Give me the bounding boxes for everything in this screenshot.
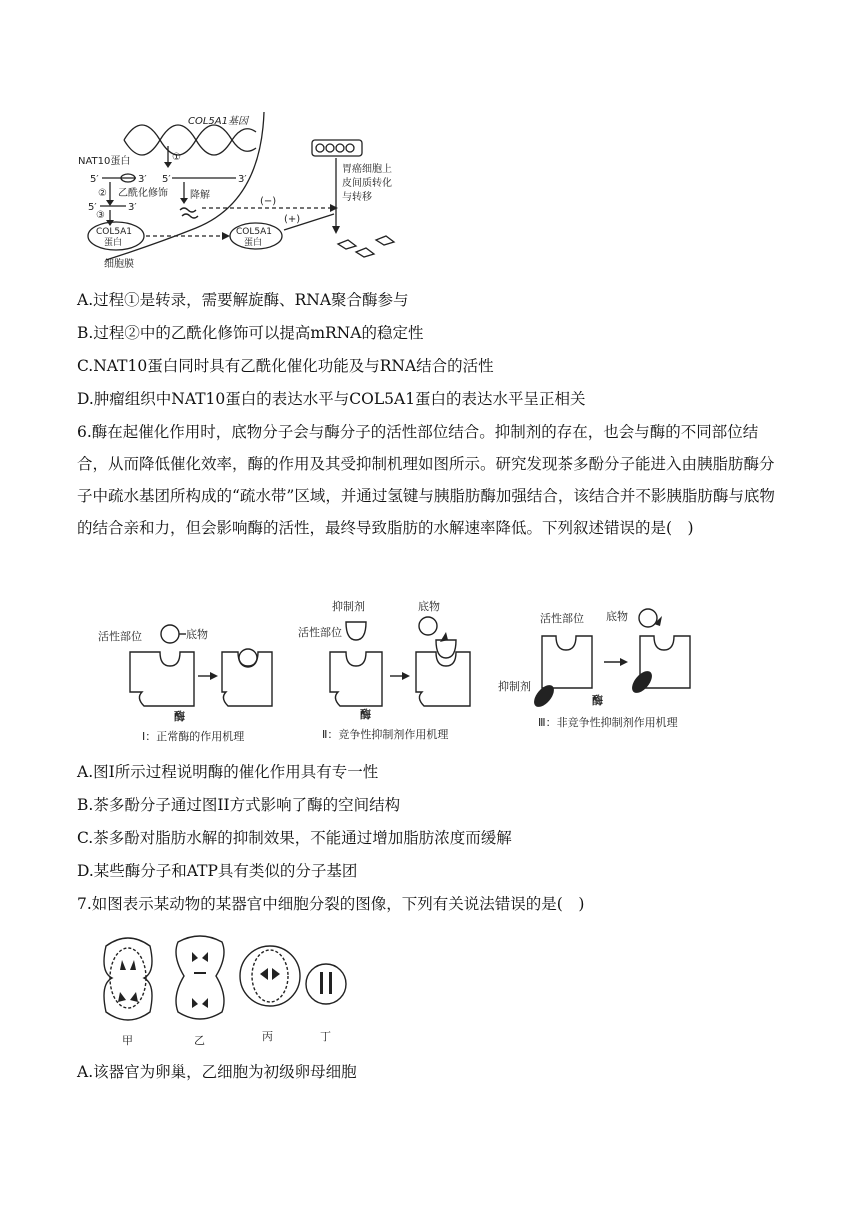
q5-option-b: B.过程②中的乙酰化修饰可以提高mRNA的稳定性 [77, 324, 424, 342]
q6-option-a: A.图I所示过程说明酶的催化作用具有专一性 [77, 763, 379, 781]
q5-option-d: D.肿瘤组织中NAT10蛋白的表达水平与COL5A1蛋白的表达水平呈正相关 [77, 390, 586, 408]
noncompetitive-inhibitor-1 [530, 682, 557, 711]
step3-label: ③ [96, 210, 105, 221]
svg-text:3′: 3′ [138, 174, 147, 185]
caption-2: Ⅱ：竞争性抑制剂作用机理 [322, 728, 449, 741]
step2-label: ② [98, 188, 107, 199]
svg-text:活性部位: 活性部位 [98, 630, 142, 643]
label-bing: 丙 [262, 1030, 273, 1043]
svg-text:酶: 酶 [592, 694, 603, 707]
gene-label: COL5A1基因 [188, 116, 248, 127]
substrate-3 [639, 609, 657, 627]
label-ding: 丁 [320, 1030, 331, 1043]
cell-jia [104, 938, 152, 1020]
degraded-mrna [180, 208, 198, 218]
q5-option-c: C.NAT10蛋白同时具有乙酰化催化功能及与RNA结合的活性 [77, 357, 494, 375]
minus-label: (−) [260, 196, 277, 207]
q6-option-b: B.茶多酚分子通过图II方式影响了酶的空间结构 [77, 796, 401, 814]
enzyme-shape-3 [542, 636, 592, 688]
acetyl-label: 乙酰化修饰 [118, 188, 168, 199]
caption-3: Ⅲ：非竞争性抑制剂作用机理 [538, 716, 678, 729]
enzyme-shape-1 [130, 652, 194, 706]
svg-text:5′: 5′ [162, 174, 171, 185]
q6-stem: 6.酶在起催化作用时，底物分子会与酶分子的活性部位结合。抑制剂的存在，也会与酶的不同部位结合，从而降低催化效率，酶的作用及其受抑制机理如图所示。研究发现茶多酚分子能进入由胰脂肪酶分子中疏水基团所构成的“疏水带”区域，并通过氢键与胰脂肪酶加强结合，该结合并不影胰脂肪酶与底物的结合亲和力，但会影响酶的活性，最终导致脂肪的水解速率降低。下列叙述错误的是( ) [77, 423, 775, 537]
svg-text:底物: 底物 [186, 628, 208, 641]
svg-text:与转移: 与转移 [342, 192, 372, 203]
cell-yi [176, 936, 224, 1019]
svg-text:蛋白: 蛋白 [244, 238, 263, 248]
enzyme-shape-1b [222, 652, 272, 706]
svg-text:抑制剂: 抑制剂 [498, 680, 531, 693]
cell-ding [306, 964, 346, 1004]
svg-text:酶: 酶 [174, 710, 185, 723]
svg-text:5′: 5′ [90, 174, 99, 185]
svg-text:底物: 底物 [418, 600, 440, 613]
enzyme-shape-2 [330, 652, 382, 706]
label-yi: 乙 [194, 1034, 205, 1047]
cell-division-figure [96, 932, 366, 1047]
nat10-label: NAT10蛋白 [78, 156, 131, 167]
svg-text:酶: 酶 [360, 708, 371, 721]
step1-label: ① [172, 152, 181, 163]
svg-text:COL5A1: COL5A1 [96, 227, 132, 237]
col5a1-pathway-figure [76, 110, 416, 270]
cell-membrane-curve [106, 112, 264, 260]
svg-text:活性部位: 活性部位 [540, 612, 584, 625]
q6-option-c: C.茶多酚对脂肪水解的抑制效果，不能通过增加脂肪浓度而缓解 [77, 829, 512, 847]
svg-text:3′: 3′ [238, 174, 247, 185]
svg-text:COL5A1: COL5A1 [236, 227, 272, 237]
svg-text:底物: 底物 [606, 610, 628, 623]
membrane-label: 细胞膜 [104, 259, 134, 270]
svg-text:胃癌细胞上: 胃癌细胞上 [342, 164, 392, 175]
svg-text:3′: 3′ [128, 202, 137, 213]
dna-strand-1 [124, 125, 256, 155]
svg-text:皮间质转化: 皮间质转化 [342, 178, 392, 189]
enzyme-mechanism-figure [94, 594, 714, 752]
inhibitor-2 [346, 622, 366, 640]
noncompetitive-inhibitor-2 [628, 668, 655, 697]
svg-text:抑制剂: 抑制剂 [332, 600, 365, 613]
q6-option-d: D.某些酶分子和ATP具有类似的分子基团 [77, 862, 358, 880]
substrate-1 [161, 625, 179, 643]
dna-strand-2 [124, 125, 256, 155]
plus-label: (+) [284, 214, 301, 225]
label-jia: 甲 [122, 1034, 133, 1047]
q7-option-a: A.该器官为卵巢，乙细胞为初级卵母细胞 [77, 1063, 357, 1081]
svg-text:活性部位: 活性部位 [298, 626, 342, 639]
svg-text:蛋白: 蛋白 [104, 238, 123, 248]
degrade-label: 降解 [190, 190, 210, 201]
q5-option-a: A.过程①是转录，需要解旋酶、RNA聚合酶参与 [77, 291, 409, 309]
q7-stem: 7.如图表示某动物的某器官中细胞分裂的图像，下列有关说法错误的是( ) [77, 895, 585, 913]
enzyme-shape-2b [416, 652, 470, 706]
cell-bing [240, 946, 300, 1006]
caption-1: Ⅰ：正常酶的作用机理 [142, 730, 245, 743]
migrating-cells [338, 236, 394, 257]
svg-text:5′: 5′ [88, 202, 97, 213]
substrate-2 [419, 617, 437, 635]
